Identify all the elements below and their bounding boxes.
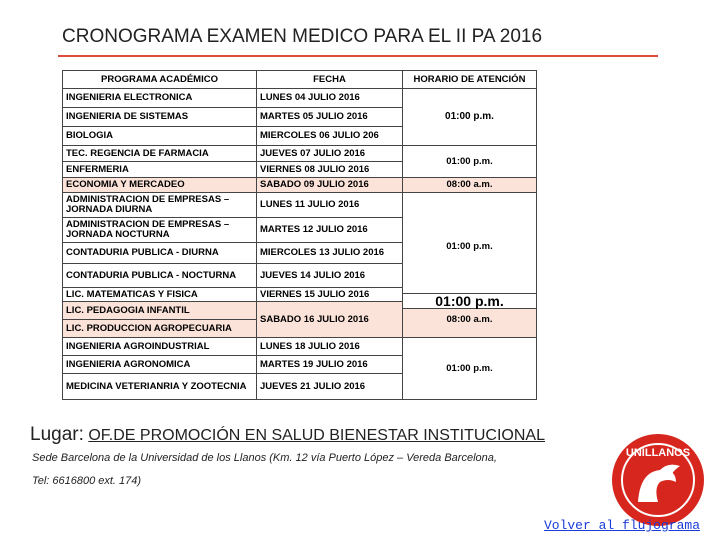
time-cell: 01:00 p.m. [403,338,537,400]
program-cell: INGENIERIA AGRONOMICA [63,356,257,374]
table-row [63,178,537,193]
time-cell: 01:00 p.m. [403,89,537,146]
program-cell: LIC. MATEMATICAS Y FISICA [63,288,257,302]
date-cell: SABADO 09 JULIO 2016 [257,178,403,193]
time-cell-matematicas: 01:00 p.m. [403,293,536,309]
program-cell: TEC. REGENCIA DE FARMACIA [63,146,257,162]
location-value: OF.DE PROMOCIÓN EN SALUD BIENESTAR INSTITUCIONAL [88,427,545,444]
date-cell: SABADO 16 JULIO 2016 [257,302,403,338]
time-cell: 01:00 p.m. [403,146,537,178]
date-cell: LUNES 18 JULIO 2016 [257,338,403,356]
address-text: Sede Barcelona de la Universidad de los Llanos (Km. 12 vía Puerto López – Vereda Barcelona, [32,452,497,464]
date-cell: MARTES 19 JULIO 2016 [257,356,403,374]
phone-text: Tel: 6616800 ext. 174) [32,475,142,487]
program-cell: INGENIERIA AGROINDUSTRIAL [63,338,257,356]
time-cell: 08:00 a.m. [403,302,537,338]
back-to-flowchart-link[interactable]: Volver al flujograma [543,518,700,533]
date-cell: VIERNES 08 JULIO 2016 [257,162,403,178]
program-cell: CONTADURIA PUBLICA - NOCTURNA [63,264,257,288]
schedule-table [62,70,537,400]
time-cell: 01:00 p.m. [403,193,537,302]
date-cell: MARTES 05 JULIO 2016 [257,108,403,127]
table-row [63,146,537,162]
date-cell: MIERCOLES 13 JULIO 2016 [257,243,403,264]
date-cell: JUEVES 14 JULIO 2016 [257,264,403,288]
program-cell: INGENIERIA DE SISTEMAS [63,108,257,127]
table-row [63,89,537,108]
date-cell: JUEVES 07 JULIO 2016 [257,146,403,162]
program-cell: CONTADURIA PUBLICA - DIURNA [63,243,257,264]
table-row [63,193,537,218]
location-label: Lugar: [30,424,84,445]
program-cell: INGENIERIA ELECTRONICA [63,89,257,108]
program-cell: LIC. PEDAGOGIA INFANTIL [63,302,257,320]
program-cell: ADMINISTRACION DE EMPRESAS – JORNADA NOCTURNA [63,218,257,243]
date-cell: LUNES 11 JULIO 2016 [257,193,403,218]
logo-text: UNILLANOS [625,447,691,459]
table-row [63,338,537,356]
location-line [30,424,545,446]
university-logo [610,432,706,528]
title-underline [58,55,658,57]
date-cell: MIERCOLES 06 JULIO 206 [257,127,403,146]
page-title: CRONOGRAMA EXAMEN MEDICO PARA EL II PA 2016 [62,26,543,47]
table-header-row [63,71,537,89]
program-cell: BIOLOGIA [63,127,257,146]
program-cell: ENFERMERIA [63,162,257,178]
date-cell: JUEVES 21 JULIO 2016 [257,374,403,400]
date-cell: MARTES 12 JULIO 2016 [257,218,403,243]
program-cell: LIC. PRODUCCION AGROPECUARIA [63,320,257,338]
program-cell: ADMINISTRACION DE EMPRESAS – JORNADA DIURNA [63,193,257,218]
program-cell: MEDICINA VETERIANRIA Y ZOOTECNIA [63,374,257,400]
header-program: PROGRAMA ACADÉMICO [63,71,257,89]
time-cell: 08:00 a.m. [403,178,537,193]
header-schedule: HORARIO DE ATENCIÓN [403,71,537,89]
header-date: FECHA [257,71,403,89]
date-cell: LUNES 04 JULIO 2016 [257,89,403,108]
date-cell: VIERNES 15 JULIO 2016 [257,288,403,302]
program-cell: ECONOMIA Y MERCADEO [63,178,257,193]
